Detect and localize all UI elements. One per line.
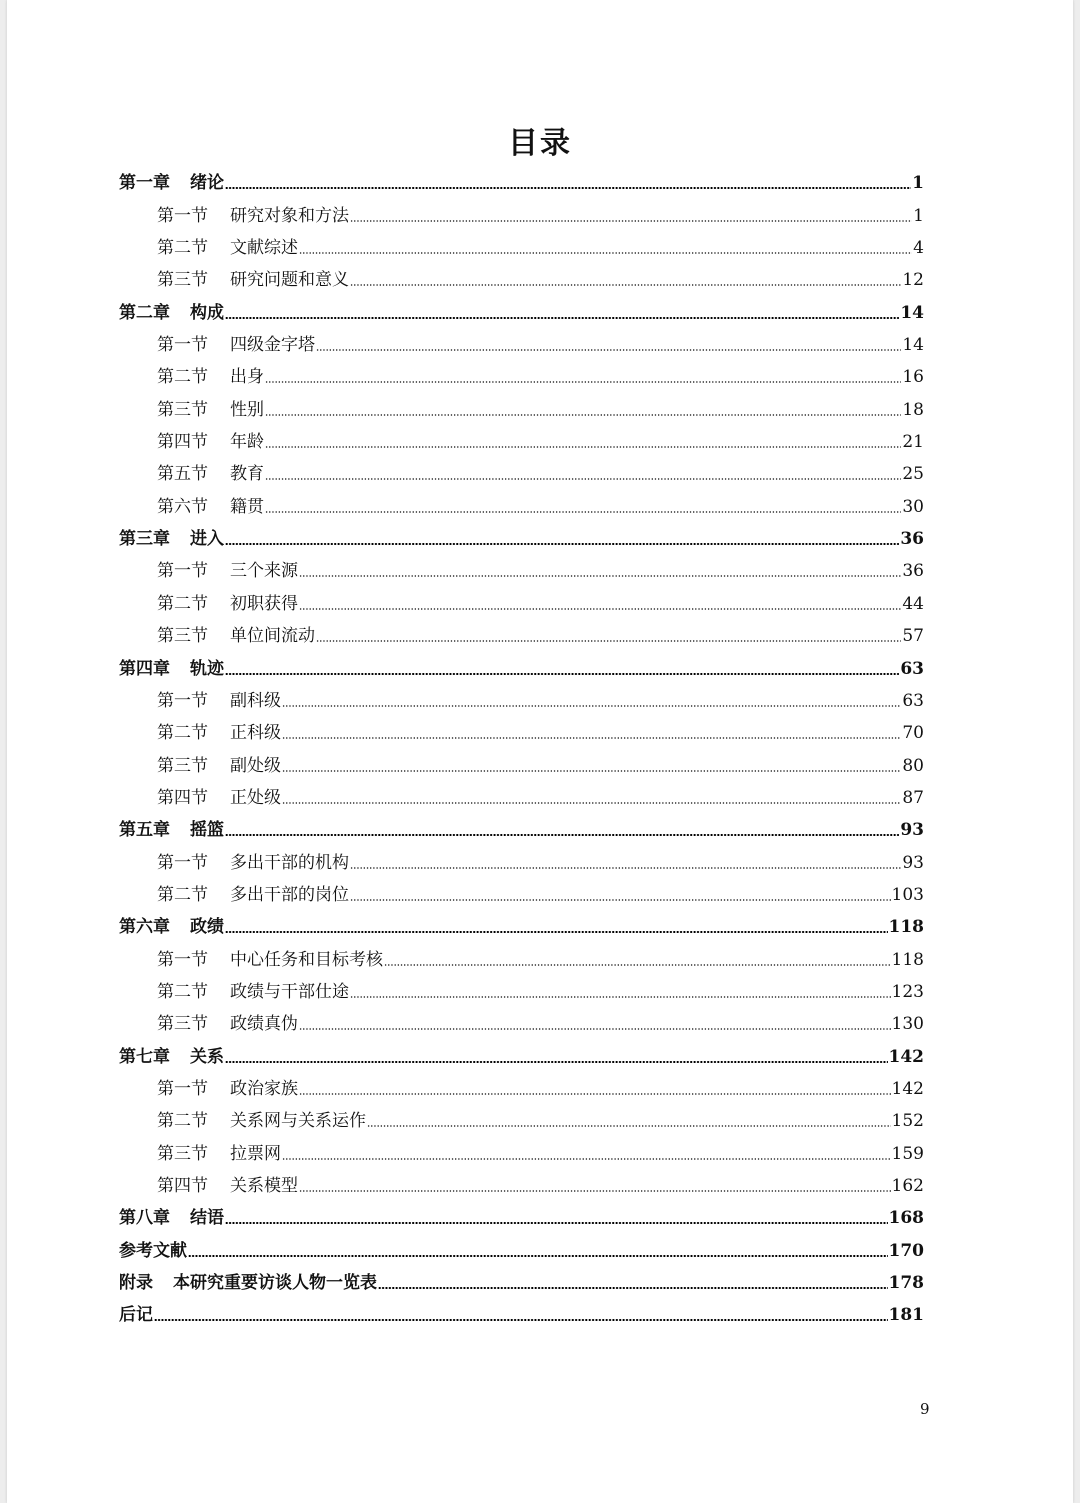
toc-entry-title: 三个来源 bbox=[230, 561, 298, 582]
toc-entry-prefix: 第四节 bbox=[157, 432, 208, 453]
toc-entry-label bbox=[157, 367, 264, 387]
toc-entry-page: 152 bbox=[891, 1111, 924, 1132]
toc-entry-page: 93 bbox=[902, 852, 924, 873]
toc-entry-title: 多出干部的机构 bbox=[230, 852, 349, 873]
toc-entry-prefix: 第二节 bbox=[157, 723, 208, 744]
toc-section-entry bbox=[119, 614, 924, 646]
toc-entry-title: 关系模型 bbox=[230, 1176, 298, 1196]
dot-leader bbox=[299, 1190, 891, 1192]
toc-entry-label bbox=[157, 464, 264, 484]
dot-leader bbox=[188, 1255, 888, 1257]
toc-entry-label bbox=[157, 950, 383, 970]
toc-entry-page: 1 bbox=[913, 205, 924, 226]
toc-entry-prefix: 第四章 bbox=[119, 658, 170, 679]
toc-entry-title: 参考文献 bbox=[119, 1240, 187, 1261]
toc-entry-spacer bbox=[170, 820, 190, 840]
dot-leader bbox=[282, 737, 901, 739]
toc-chapter-entry bbox=[119, 646, 924, 678]
toc-section-entry bbox=[119, 1002, 924, 1034]
toc-section-entry bbox=[119, 420, 924, 452]
dot-leader bbox=[265, 414, 901, 416]
toc-entry-title: 教育 bbox=[230, 464, 264, 485]
page-number: 9 bbox=[920, 1400, 930, 1418]
toc-entry-spacer bbox=[208, 367, 230, 387]
toc-entry-prefix: 第三节 bbox=[157, 1143, 208, 1164]
dot-leader bbox=[282, 802, 901, 804]
toc-entry-prefix: 附录 bbox=[119, 1273, 153, 1294]
dot-leader bbox=[282, 705, 901, 707]
toc-entry-prefix: 第五节 bbox=[157, 464, 208, 485]
toc-entry-prefix: 第四节 bbox=[157, 787, 208, 808]
toc-entry-spacer bbox=[208, 853, 230, 873]
toc-entry-label bbox=[119, 917, 224, 937]
toc-entry-page: 130 bbox=[891, 1014, 924, 1035]
toc-entry-page: 159 bbox=[891, 1143, 924, 1164]
toc-entry-prefix: 第二节 bbox=[157, 981, 208, 1002]
dot-leader bbox=[350, 899, 891, 901]
toc-entry-prefix: 第三节 bbox=[157, 626, 208, 647]
toc-section-entry bbox=[119, 1067, 924, 1099]
dot-leader bbox=[316, 640, 901, 642]
toc-entry-spacer bbox=[208, 561, 230, 581]
toc-entry-label bbox=[157, 238, 298, 258]
toc-chapter-entry bbox=[119, 161, 924, 193]
toc-entry-title: 政绩真伪 bbox=[230, 1014, 298, 1035]
toc-entry-title: 进入 bbox=[190, 529, 224, 550]
toc-entry-label bbox=[157, 626, 315, 646]
toc-entry-title: 轨迹 bbox=[190, 658, 224, 679]
toc-entry-title: 政绩 bbox=[190, 917, 224, 938]
toc-entry-page: 44 bbox=[902, 593, 924, 614]
toc-entry-spacer bbox=[170, 303, 190, 323]
toc-entry-page: 118 bbox=[888, 917, 924, 938]
toc-entry-prefix: 第三节 bbox=[157, 755, 208, 776]
dot-leader bbox=[350, 284, 901, 286]
toc-entry-prefix: 第三章 bbox=[119, 529, 170, 550]
toc-entry-page: 118 bbox=[891, 949, 924, 970]
toc-chapter-entry bbox=[119, 905, 924, 937]
toc-entry-spacer bbox=[208, 950, 230, 970]
toc-entry-page: 16 bbox=[902, 367, 924, 388]
toc-entry-prefix: 第二节 bbox=[157, 884, 208, 905]
toc-entry-spacer bbox=[208, 335, 230, 355]
toc-entry-spacer bbox=[208, 1144, 230, 1164]
toc-entry-prefix: 第一节 bbox=[157, 1078, 208, 1099]
toc-entry-label bbox=[157, 561, 298, 581]
table-of-contents bbox=[119, 161, 924, 1325]
toc-entry-prefix: 第二节 bbox=[157, 593, 208, 614]
toc-entry-label bbox=[157, 206, 349, 226]
toc-chapter-entry bbox=[119, 1034, 924, 1066]
toc-section-entry bbox=[119, 193, 924, 225]
toc-entry-prefix: 第一节 bbox=[157, 205, 208, 226]
toc-entry-prefix: 第一章 bbox=[119, 173, 170, 194]
toc-section-entry bbox=[119, 484, 924, 516]
toc-section-entry bbox=[119, 743, 924, 775]
toc-entry-title: 初职获得 bbox=[230, 593, 298, 614]
toc-entry-page: 63 bbox=[902, 690, 924, 711]
dot-leader bbox=[350, 220, 912, 222]
toc-entry-label bbox=[119, 1047, 224, 1067]
toc-entry-prefix: 第五章 bbox=[119, 820, 170, 841]
toc-chapter-entry bbox=[119, 1228, 924, 1260]
toc-entry-spacer bbox=[208, 691, 230, 711]
toc-entry-spacer bbox=[208, 885, 230, 905]
dot-leader bbox=[299, 608, 901, 610]
toc-entry-label bbox=[157, 1079, 298, 1099]
toc-entry-label bbox=[119, 1208, 224, 1228]
toc-section-entry bbox=[119, 355, 924, 387]
toc-chapter-entry bbox=[119, 517, 924, 549]
toc-entry-spacer bbox=[208, 982, 230, 1002]
dot-leader bbox=[316, 349, 901, 351]
toc-entry-title: 中心任务和目标考核 bbox=[230, 949, 383, 970]
toc-section-entry bbox=[119, 1164, 924, 1196]
dot-leader bbox=[282, 1158, 891, 1160]
toc-entry-spacer bbox=[208, 594, 230, 614]
toc-entry-page: 12 bbox=[902, 270, 924, 291]
toc-section-entry bbox=[119, 873, 924, 905]
dot-leader bbox=[265, 446, 901, 448]
dot-leader bbox=[225, 187, 911, 189]
toc-entry-title: 文献综述 bbox=[230, 238, 298, 259]
toc-entry-prefix: 第一节 bbox=[157, 949, 208, 970]
toc-entry-prefix: 第一节 bbox=[157, 561, 208, 582]
toc-entry-page: 25 bbox=[902, 464, 924, 485]
toc-entry-prefix: 第三节 bbox=[157, 399, 208, 420]
toc-section-entry bbox=[119, 258, 924, 290]
toc-entry-label bbox=[119, 1305, 153, 1325]
toc-entry-prefix: 第六节 bbox=[157, 496, 208, 517]
toc-entry-label bbox=[157, 853, 349, 873]
toc-entry-title: 后记 bbox=[119, 1305, 153, 1326]
toc-entry-spacer bbox=[208, 270, 230, 290]
toc-entry-label bbox=[119, 303, 224, 323]
toc-section-entry bbox=[119, 549, 924, 581]
dot-leader bbox=[265, 511, 901, 513]
toc-entry-page: 178 bbox=[888, 1273, 924, 1294]
toc-entry-spacer bbox=[208, 464, 230, 484]
page-title: 目录 bbox=[508, 126, 572, 161]
toc-entry-page: 63 bbox=[900, 658, 924, 679]
toc-entry-page: 123 bbox=[891, 981, 924, 1002]
toc-section-entry bbox=[119, 387, 924, 419]
toc-entry-spacer bbox=[208, 206, 230, 226]
toc-entry-prefix: 第八章 bbox=[119, 1208, 170, 1229]
toc-entry-prefix: 第二节 bbox=[157, 367, 208, 388]
toc-entry-title: 政治家族 bbox=[230, 1078, 298, 1099]
toc-entry-label bbox=[119, 820, 224, 840]
dot-leader bbox=[384, 964, 891, 966]
toc-entry-prefix: 第七章 bbox=[119, 1046, 170, 1067]
toc-entry-spacer bbox=[208, 626, 230, 646]
toc-entry-page: 70 bbox=[902, 723, 924, 744]
toc-entry-title: 本研究重要访谈人物一览表 bbox=[173, 1273, 377, 1294]
dot-leader bbox=[154, 1319, 888, 1321]
toc-section-entry bbox=[119, 1131, 924, 1163]
dot-leader bbox=[350, 867, 901, 869]
toc-entry-title: 构成 bbox=[190, 302, 224, 323]
toc-entry-title: 拉票网 bbox=[230, 1143, 281, 1164]
dot-leader bbox=[265, 478, 901, 480]
toc-entry-label bbox=[157, 691, 281, 711]
toc-entry-page: 168 bbox=[888, 1208, 924, 1229]
toc-entry-prefix: 第四节 bbox=[157, 1176, 208, 1196]
toc-entry-spacer bbox=[208, 1111, 230, 1131]
toc-entry-label bbox=[157, 1014, 298, 1034]
toc-entry-title: 正处级 bbox=[230, 787, 281, 808]
toc-section-entry bbox=[119, 679, 924, 711]
toc-entry-label bbox=[119, 659, 224, 679]
toc-entry-spacer bbox=[170, 917, 190, 937]
toc-entry-label bbox=[157, 400, 264, 420]
toc-entry-title: 政绩与干部仕途 bbox=[230, 981, 349, 1002]
dot-leader bbox=[299, 252, 912, 254]
toc-entry-prefix: 第二节 bbox=[157, 238, 208, 259]
toc-entry-page: 103 bbox=[891, 884, 924, 905]
toc-entry-spacer bbox=[170, 659, 190, 679]
toc-entry-spacer bbox=[170, 529, 190, 549]
toc-entry-page: 162 bbox=[891, 1176, 924, 1196]
toc-entry-prefix: 第二章 bbox=[119, 302, 170, 323]
dot-leader bbox=[225, 834, 899, 836]
toc-chapter-entry bbox=[119, 1293, 924, 1325]
dot-leader bbox=[225, 543, 899, 545]
dot-leader bbox=[225, 317, 899, 319]
dot-leader bbox=[299, 1093, 891, 1095]
toc-section-entry bbox=[119, 776, 924, 808]
dot-leader bbox=[282, 770, 901, 772]
toc-entry-page: 21 bbox=[902, 432, 924, 453]
toc-entry-spacer bbox=[208, 400, 230, 420]
toc-entry-label bbox=[157, 723, 281, 743]
toc-entry-label bbox=[157, 982, 349, 1002]
toc-entry-label bbox=[157, 335, 315, 355]
toc-entry-label bbox=[157, 1144, 281, 1164]
toc-entry-title: 研究对象和方法 bbox=[230, 205, 349, 226]
toc-entry-prefix: 第一节 bbox=[157, 852, 208, 873]
toc-entry-prefix: 第六章 bbox=[119, 917, 170, 938]
dot-leader bbox=[225, 1222, 888, 1224]
toc-entry-spacer bbox=[208, 1079, 230, 1099]
toc-entry-title: 正科级 bbox=[230, 723, 281, 744]
toc-entry-label bbox=[157, 788, 281, 808]
toc-entry-title: 籍贯 bbox=[230, 496, 264, 517]
toc-entry-title: 年龄 bbox=[230, 432, 264, 453]
toc-entry-page: 80 bbox=[902, 755, 924, 776]
toc-entry-page: 170 bbox=[888, 1240, 924, 1261]
toc-entry-title: 关系网与关系运作 bbox=[230, 1111, 366, 1132]
dot-leader bbox=[265, 381, 901, 383]
toc-entry-page: 4 bbox=[913, 238, 924, 259]
dot-leader bbox=[378, 1287, 888, 1289]
toc-entry-title: 单位间流动 bbox=[230, 626, 315, 647]
toc-entry-spacer bbox=[208, 432, 230, 452]
toc-entry-label bbox=[157, 497, 264, 517]
toc-chapter-entry bbox=[119, 1261, 924, 1293]
toc-entry-title: 副科级 bbox=[230, 690, 281, 711]
toc-entry-title: 性别 bbox=[230, 399, 264, 420]
toc-entry-label bbox=[157, 594, 298, 614]
toc-entry-prefix: 第二节 bbox=[157, 1111, 208, 1132]
toc-entry-title: 绪论 bbox=[190, 173, 224, 194]
toc-entry-spacer bbox=[170, 173, 190, 193]
toc-entry-label bbox=[157, 432, 264, 452]
toc-entry-page: 87 bbox=[902, 787, 924, 808]
toc-entry-title: 四级金字塔 bbox=[230, 335, 315, 356]
toc-section-entry bbox=[119, 970, 924, 1002]
toc-entry-spacer bbox=[208, 1176, 230, 1196]
toc-section-entry bbox=[119, 937, 924, 969]
toc-entry-label bbox=[119, 1273, 377, 1293]
toc-section-entry bbox=[119, 711, 924, 743]
toc-chapter-entry bbox=[119, 1196, 924, 1228]
toc-chapter-entry bbox=[119, 290, 924, 322]
toc-entry-spacer bbox=[208, 756, 230, 776]
toc-entry-spacer bbox=[153, 1273, 173, 1293]
toc-entry-spacer bbox=[208, 788, 230, 808]
dot-leader bbox=[299, 1028, 891, 1030]
toc-entry-spacer bbox=[208, 497, 230, 517]
toc-entry-page: 14 bbox=[900, 302, 924, 323]
toc-entry-spacer bbox=[208, 238, 230, 258]
toc-entry-label bbox=[119, 1241, 187, 1261]
toc-entry-page: 1 bbox=[912, 173, 924, 194]
toc-entry-prefix: 第一节 bbox=[157, 690, 208, 711]
toc-entry-page: 14 bbox=[902, 335, 924, 356]
dot-leader bbox=[225, 1061, 888, 1063]
document-page bbox=[7, 0, 1073, 1503]
toc-entry-label bbox=[119, 173, 224, 193]
toc-chapter-entry bbox=[119, 808, 924, 840]
toc-entry-page: 93 bbox=[900, 820, 924, 841]
toc-entry-label bbox=[157, 1176, 298, 1196]
toc-entry-page: 18 bbox=[902, 399, 924, 420]
dot-leader bbox=[225, 931, 888, 933]
toc-entry-prefix: 第三节 bbox=[157, 1014, 208, 1035]
toc-entry-spacer bbox=[170, 1208, 190, 1228]
toc-entry-label bbox=[119, 529, 224, 549]
toc-entry-title: 多出干部的岗位 bbox=[230, 884, 349, 905]
toc-entry-title: 研究问题和意义 bbox=[230, 270, 349, 291]
toc-section-entry bbox=[119, 226, 924, 258]
toc-entry-title: 关系 bbox=[190, 1046, 224, 1067]
toc-entry-label bbox=[157, 885, 349, 905]
dot-leader bbox=[225, 673, 899, 675]
toc-entry-title: 结语 bbox=[190, 1208, 224, 1229]
toc-entry-spacer bbox=[208, 1014, 230, 1034]
dot-leader bbox=[299, 575, 901, 577]
toc-entry-page: 36 bbox=[900, 529, 924, 550]
toc-entry-page: 181 bbox=[888, 1305, 924, 1326]
toc-entry-page: 30 bbox=[902, 496, 924, 517]
toc-entry-spacer bbox=[170, 1047, 190, 1067]
toc-section-entry bbox=[119, 581, 924, 613]
toc-section-entry bbox=[119, 323, 924, 355]
toc-entry-page: 142 bbox=[888, 1046, 924, 1067]
toc-section-entry bbox=[119, 1099, 924, 1131]
toc-entry-page: 36 bbox=[902, 561, 924, 582]
dot-leader bbox=[350, 996, 891, 998]
toc-entry-page: 57 bbox=[902, 626, 924, 647]
toc-entry-title: 出身 bbox=[230, 367, 264, 388]
toc-entry-title: 副处级 bbox=[230, 755, 281, 776]
toc-section-entry bbox=[119, 452, 924, 484]
toc-entry-page: 142 bbox=[891, 1078, 924, 1099]
toc-entry-title: 摇篮 bbox=[190, 820, 224, 841]
toc-entry-spacer bbox=[208, 723, 230, 743]
toc-entry-prefix: 第三节 bbox=[157, 270, 208, 291]
toc-entry-label bbox=[157, 756, 281, 776]
toc-section-entry bbox=[119, 840, 924, 872]
dot-leader bbox=[367, 1125, 891, 1127]
toc-entry-prefix: 第一节 bbox=[157, 335, 208, 356]
toc-entry-label bbox=[157, 270, 349, 290]
toc-entry-label bbox=[157, 1111, 366, 1131]
